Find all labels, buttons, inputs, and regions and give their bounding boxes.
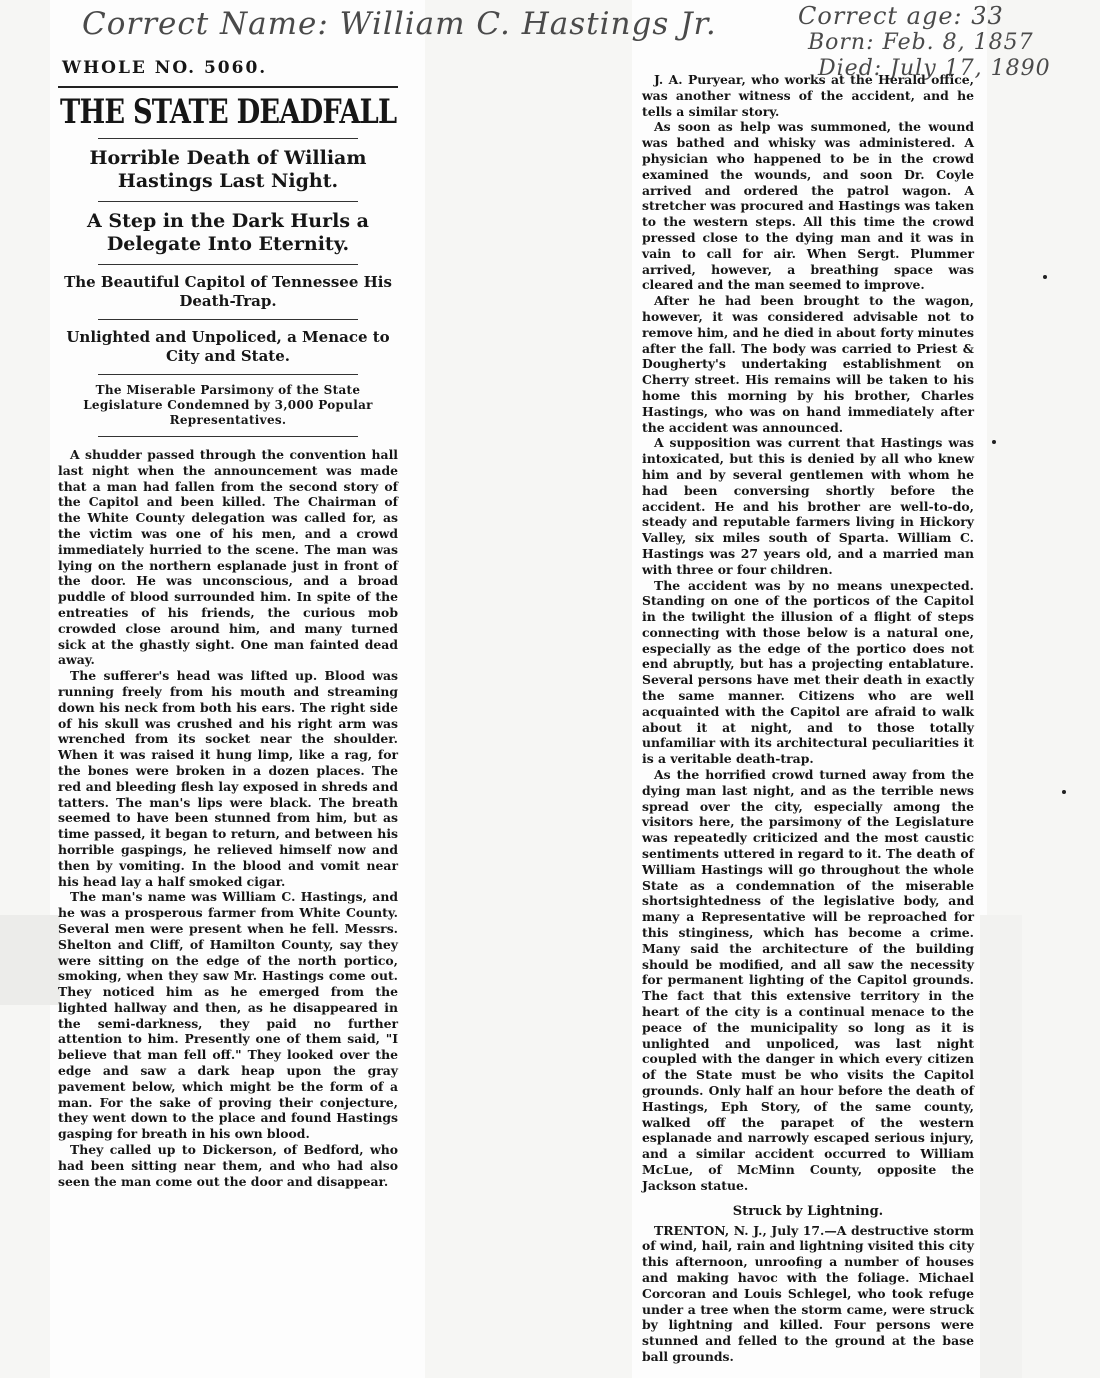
article-paragraph: The accident was by no means unexpected. Standing on one of the porticos of the Capitol in the twilight the illusion of a flight of steps connecting with those below is a natural one, especially as the edge of the portico does not end abruptly, but has a projecting entablature. Several persons have met their death in exactly the same manner. Citizens who are well acquainted with the Capitol are afraid to walk about it at night, and to those totally unfamiliar with its architectural peculiarities it is a veritable death-trap. bbox=[642, 577, 974, 767]
divider bbox=[98, 436, 358, 437]
scan-speck bbox=[1062, 790, 1066, 794]
deck-4: Unlighted and Unpoliced, a Menace to City and State. bbox=[66, 328, 390, 365]
scan-speck bbox=[1043, 275, 1047, 279]
handwritten-age-note: Correct age: 33 bbox=[798, 2, 1004, 30]
scan-speck bbox=[992, 440, 996, 444]
handwritten-name-note: Correct Name: William C. Hastings Jr. bbox=[82, 6, 717, 42]
handwritten-born-note: Born: Feb. 8, 1857 bbox=[808, 30, 1034, 55]
whole-number: WHOLE NO. 5060. bbox=[62, 58, 268, 78]
article-paragraph: As the horrified crowd turned away from the dying man last night, and as the terrible news spread over the city, especially among the visitors here, the parsimony of the Legislature was repeatedly criticized and the most caustic sentiments uttered in regard to it. The death of William Hastings will go throughout the whole State as a condemnation of the miserable shortsightedness of the legislative body, and many a Representative will be reproached for this stinginess, which has become a crime. Many said the architecture of the building should be modified, and all saw the necessity for permanent lighting of the Capitol grounds. The fact that this extensive territory in the heart of the city is a continual menace to the peace of the municipality so long as it is unlighted and unpoliced, was last night coupled with the danger in which every citizen of the State must be who visits the Capitol grounds. Only half an hour before the death of Hastings, Eph Story, of the same county, walked off the parapet of the western esplanade and narrowly escaped serious injury, and a similar accident occurred to William McLue, of McMinn County, opposite the Jackson statue. bbox=[642, 767, 974, 1193]
article-paragraph: A shudder passed through the convention hall last night when the announcement was made that a man had fallen from the second story of the Capitol and been killed. The Chairman of the White County delegation was called for, as the victim was one of his men, and a crowd immediately hurried to the scene. The man was lying on the northern esplanade just in front of the door. He was unconscious, and a broad puddle of blood surrounded him. In spite of the entreaties of his friends, the curious mob crowded close around him, and many turned sick at the ghastly sight. One man fainted dead away. bbox=[58, 447, 398, 668]
article-paragraph: After he had been brought to the wagon, however, it was considered advisable not to remove him, and he died in about forty minutes after the fall. The body was carried to Priest & Dougherty's undertaking establishment on Cherry street. His remains will be taken to his home this morning by his brother, Charles Hastings, who was on hand immediately after the accident was announced. bbox=[642, 293, 974, 435]
handwritten-died-note: Died: July 17, 1890 bbox=[818, 56, 1051, 81]
article-paragraph: They called up to Dickerson, of Bedford, who had been sitting near them, and who had also seen the man come out the door and disappear. bbox=[58, 1142, 398, 1189]
article-paragraph: As soon as help was summoned, the wound was bathed and whisky was administered. A physician who happened to be in the crowd examined the wounds, and soon Dr. Coyle arrived and ordered the patrol wagon. A stretcher was procured and Hastings was taken to the western steps. All this time the crowd pressed close to the dying man and it was in vain to call for air. When Sergt. Plummer arrived, however, a breathing space was cleared and the man seemed to improve. bbox=[642, 119, 974, 293]
divider bbox=[98, 138, 358, 139]
deck-5: The Miserable Parsimony of the State Legislature Condemned by 3,000 Popular Representatives. bbox=[83, 383, 373, 427]
divider bbox=[98, 264, 358, 265]
article-paragraph: A supposition was current that Hastings was intoxicated, but this is denied by all who knew him and by several gentlemen with whom he had been conversing shortly before the accident. He and his brother are well-to-do, steady and reputable farmers living in Hickory Valley, six miles south of Sparta. William C. Hastings was 27 years old, and a married man with three or four children. bbox=[642, 435, 974, 577]
article-paragraph: The sufferer's head was lifted up. Blood was running freely from his mouth and streaming down his neck from both his ears. The right side of his skull was crushed and his right arm was wrenched from its socket near the shoulder. When it was raised it hung limp, like a rag, for the bones were broken in a dozen places. The red and bleeding flesh lay exposed in shreds and tatters. The man's lips were black. The breath seemed to have been stunned from him, but as time passed, it began to return, and between his horrible gaspings, he relieved himself now and then by vomiting. In the blood and vomit near his head lay a half smoked cigar. bbox=[58, 668, 398, 889]
divider bbox=[98, 319, 358, 320]
deck-2: A Step in the Dark Hurls a Delegate Into Eternity. bbox=[87, 210, 369, 255]
masthead-rule bbox=[58, 86, 398, 88]
right-lower-paper-patch bbox=[980, 915, 1022, 1378]
deck-1: Horrible Death of William Hastings Last Night. bbox=[89, 147, 367, 192]
article-paragraph: J. A. Puryear, who works at the Herald office, was another witness of the accident, and he tells a similar story. bbox=[642, 72, 974, 119]
deck-3: The Beautiful Capitol of Tennessee His Death-Trap. bbox=[64, 273, 392, 310]
divider bbox=[98, 201, 358, 202]
headline: THE STATE DEADFALL bbox=[60, 92, 397, 132]
lightning-heading: Struck by Lightning. bbox=[732, 1203, 884, 1219]
lightning-paragraph: TRENTON, N. J., July 17.—A destructive storm of wind, hail, rain and lightning visited this city this afternoon, unroofing a number of houses and making havoc with the foliage. Michael Corcoran and Louis Schlegel, who took refuge under a tree when the storm came, were struck by lightning and killed. Four persons were stunned and felled to the ground at the base ball grounds. bbox=[642, 1222, 974, 1364]
divider bbox=[98, 374, 358, 375]
left-lower-paper-patch bbox=[0, 915, 60, 1005]
right-column bbox=[642, 72, 974, 1365]
left-column bbox=[58, 58, 398, 1189]
article-paragraph: The man's name was William C. Hastings, and he was a prosperous farmer from White County. Several men were present when he fell. Messrs. Shelton and Cliff, of Hamilton County, say they were sitting on the edge of the north portico, smoking, when they saw Mr. Hastings come out. They noticed him as he emerged from the lighted hallway and then, as he disappeared in the semi-darkness, they paid no further attention to him. Presently one of them said, "I believe that man fell off." They looked over the edge and saw a dark heap upon the gray pavement below, which might be the form of a man. For the sake of proving their conjecture, they went down to the place and found Hastings gasping for breath in his own blood. bbox=[58, 889, 398, 1142]
